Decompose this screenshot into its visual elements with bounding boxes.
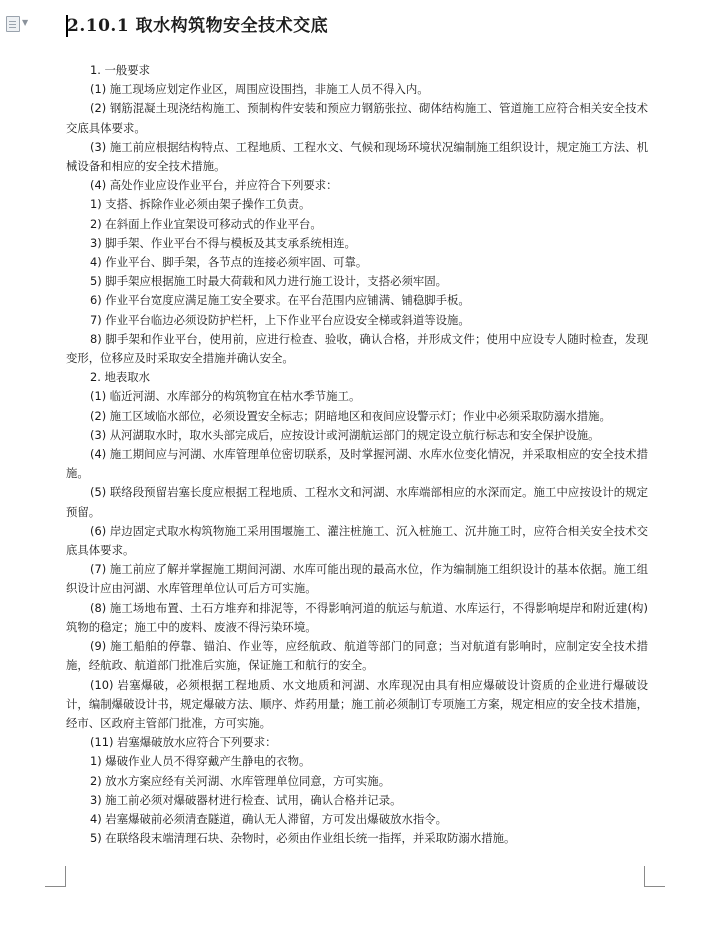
paragraph: (3) 从河湖取水时，取水头部完成后，应按设计或河湖航运部门的规定设立航行标志和安全保护设施。	[90, 427, 600, 442]
paragraph: 1) 爆破作业人员不得穿戴产生静电的衣物。	[90, 754, 311, 769]
paragraph: (10) 岩塞爆破，必须根据工程地质、水文地质和河湖、水库现况由具有相应爆破设计资质的企业进行爆破设计，编制爆破设计书，规定爆破方法、顺序、炸药用量；施工前必须制订专项施工方案，规定相应的安全技术措施，经市、区政府主管部门批准，方可实施。	[66, 677, 648, 730]
document-body	[66, 61, 648, 848]
paragraph: (4) 高处作业应设作业平台，并应符合下列要求：	[90, 178, 338, 193]
paragraph: 3) 施工前必须对爆破器材进行检查、试用，确认合格并记录。	[90, 792, 402, 807]
paragraph: 5) 在联络段末端清理石块、杂物时，必须由作业组长统一指挥，并采取防溺水措施。	[90, 831, 516, 846]
paragraph: 5) 脚手架应根据施工时最大荷载和风力进行施工设计，支搭必须牢固。	[90, 274, 448, 289]
paragraph: 2. 地表取水	[90, 370, 151, 385]
paragraph: 7) 作业平台临边必须设防护栏杆，上下作业平台应设安全梯或斜道等设施。	[90, 312, 470, 327]
paragraph: (5) 联络段预留岩塞长度应根据工程地质、工程水文和河湖、水库端部相应的水深而定。施工中应按设计的规定预留。	[66, 485, 648, 519]
page-margin-corner-right	[644, 866, 665, 887]
paragraph: 6) 作业平台宽度应满足施工安全要求。在平台范围内应铺满、铺稳脚手板。	[90, 293, 470, 308]
paragraph: (8) 施工场地布置、土石方堆弃和排泥等，不得影响河道的航运与航道、水库运行，不得影响堤岸和附近建(构)筑物的稳定；施工中的废料、废液不得污染环境。	[66, 600, 648, 634]
paragraph: 2) 在斜面上作业宜架设可移动式的作业平台。	[90, 216, 322, 231]
chevron-down-icon[interactable]: ▼	[22, 18, 29, 27]
page-title: 2.10.1 取水构筑物安全技术交底	[67, 16, 329, 36]
paragraph: 1) 支搭、拆除作业必须由架子操作工负责。	[90, 197, 311, 212]
paragraph: (1) 临近河湖、水库部分的构筑物宜在枯水季节施工。	[90, 389, 361, 404]
paragraph: 4) 作业平台、脚手架，各节点的连接必须牢固、可靠。	[90, 255, 368, 270]
paragraph: 4) 岩塞爆破前必须清查隧道，确认无人滞留，方可发出爆破放水指令。	[90, 811, 448, 826]
paragraph: (9) 施工船舶的停靠、锚泊、作业等，应经航政、航道等部门的同意；当对航道有影响时，应制定安全技术措施，经航政、航道部门批准后实施，保证施工和航行的安全。	[66, 639, 648, 673]
paragraph: (7) 施工前应了解并掌握施工期间河湖、水库可能出现的最高水位，作为编制施工组织设计的基本依据。施工组织设计应由河湖、水库管理单位认可后方可实施。	[66, 562, 648, 596]
paragraph: 1. 一般要求	[90, 63, 151, 77]
paragraph: 2) 放水方案应经有关河湖、水库管理单位同意，方可实施。	[90, 773, 391, 788]
paragraph: (11) 岩塞爆破放水应符合下列要求：	[90, 735, 277, 750]
paragraph: (3) 施工前应根据结构特点、工程地质、工程水文、气候和现场环境状况编制施工组织设计，规定施工方法、机械设备和相应的安全技术措施。	[66, 139, 648, 174]
paragraph: 3) 脚手架、作业平台不得与模板及其支承系统相连。	[90, 235, 356, 250]
paragraph: (6) 岸边固定式取水构筑物施工采用围堰施工、灌注桩施工、沉入桩施工、沉井施工时，应符合相关安全技术交底具体要求。	[66, 523, 648, 558]
paragraph: (4) 施工期间应与河湖、水库管理单位密切联系，及时掌握河湖、水库水位变化情况，并采取相应的安全技术措施。	[66, 447, 648, 481]
paragraph: (1) 施工现场应划定作业区，周围应设围挡，非施工人员不得入内。	[90, 82, 429, 97]
document-icon[interactable]	[6, 16, 20, 32]
paragraph: (2) 钢筋混凝土现浇结构施工、预制构件安装和预应力钢筋张拉、砌体结构施工、管道施工应符合相关安全技术交底具体要求。	[66, 101, 648, 135]
paragraph: (2) 施工区域临水部位，必须设置安全标志；阴暗地区和夜间应设警示灯；作业中必须采取防溺水措施。	[90, 408, 611, 423]
page-margin-corner-left	[45, 866, 66, 887]
paragraph: 8) 脚手架和作业平台，使用前，应进行检查、验收，确认合格，并形成文件；使用中应设专人随时检查，发现变形，位移应及时采取安全措施并确认安全。	[66, 331, 648, 366]
